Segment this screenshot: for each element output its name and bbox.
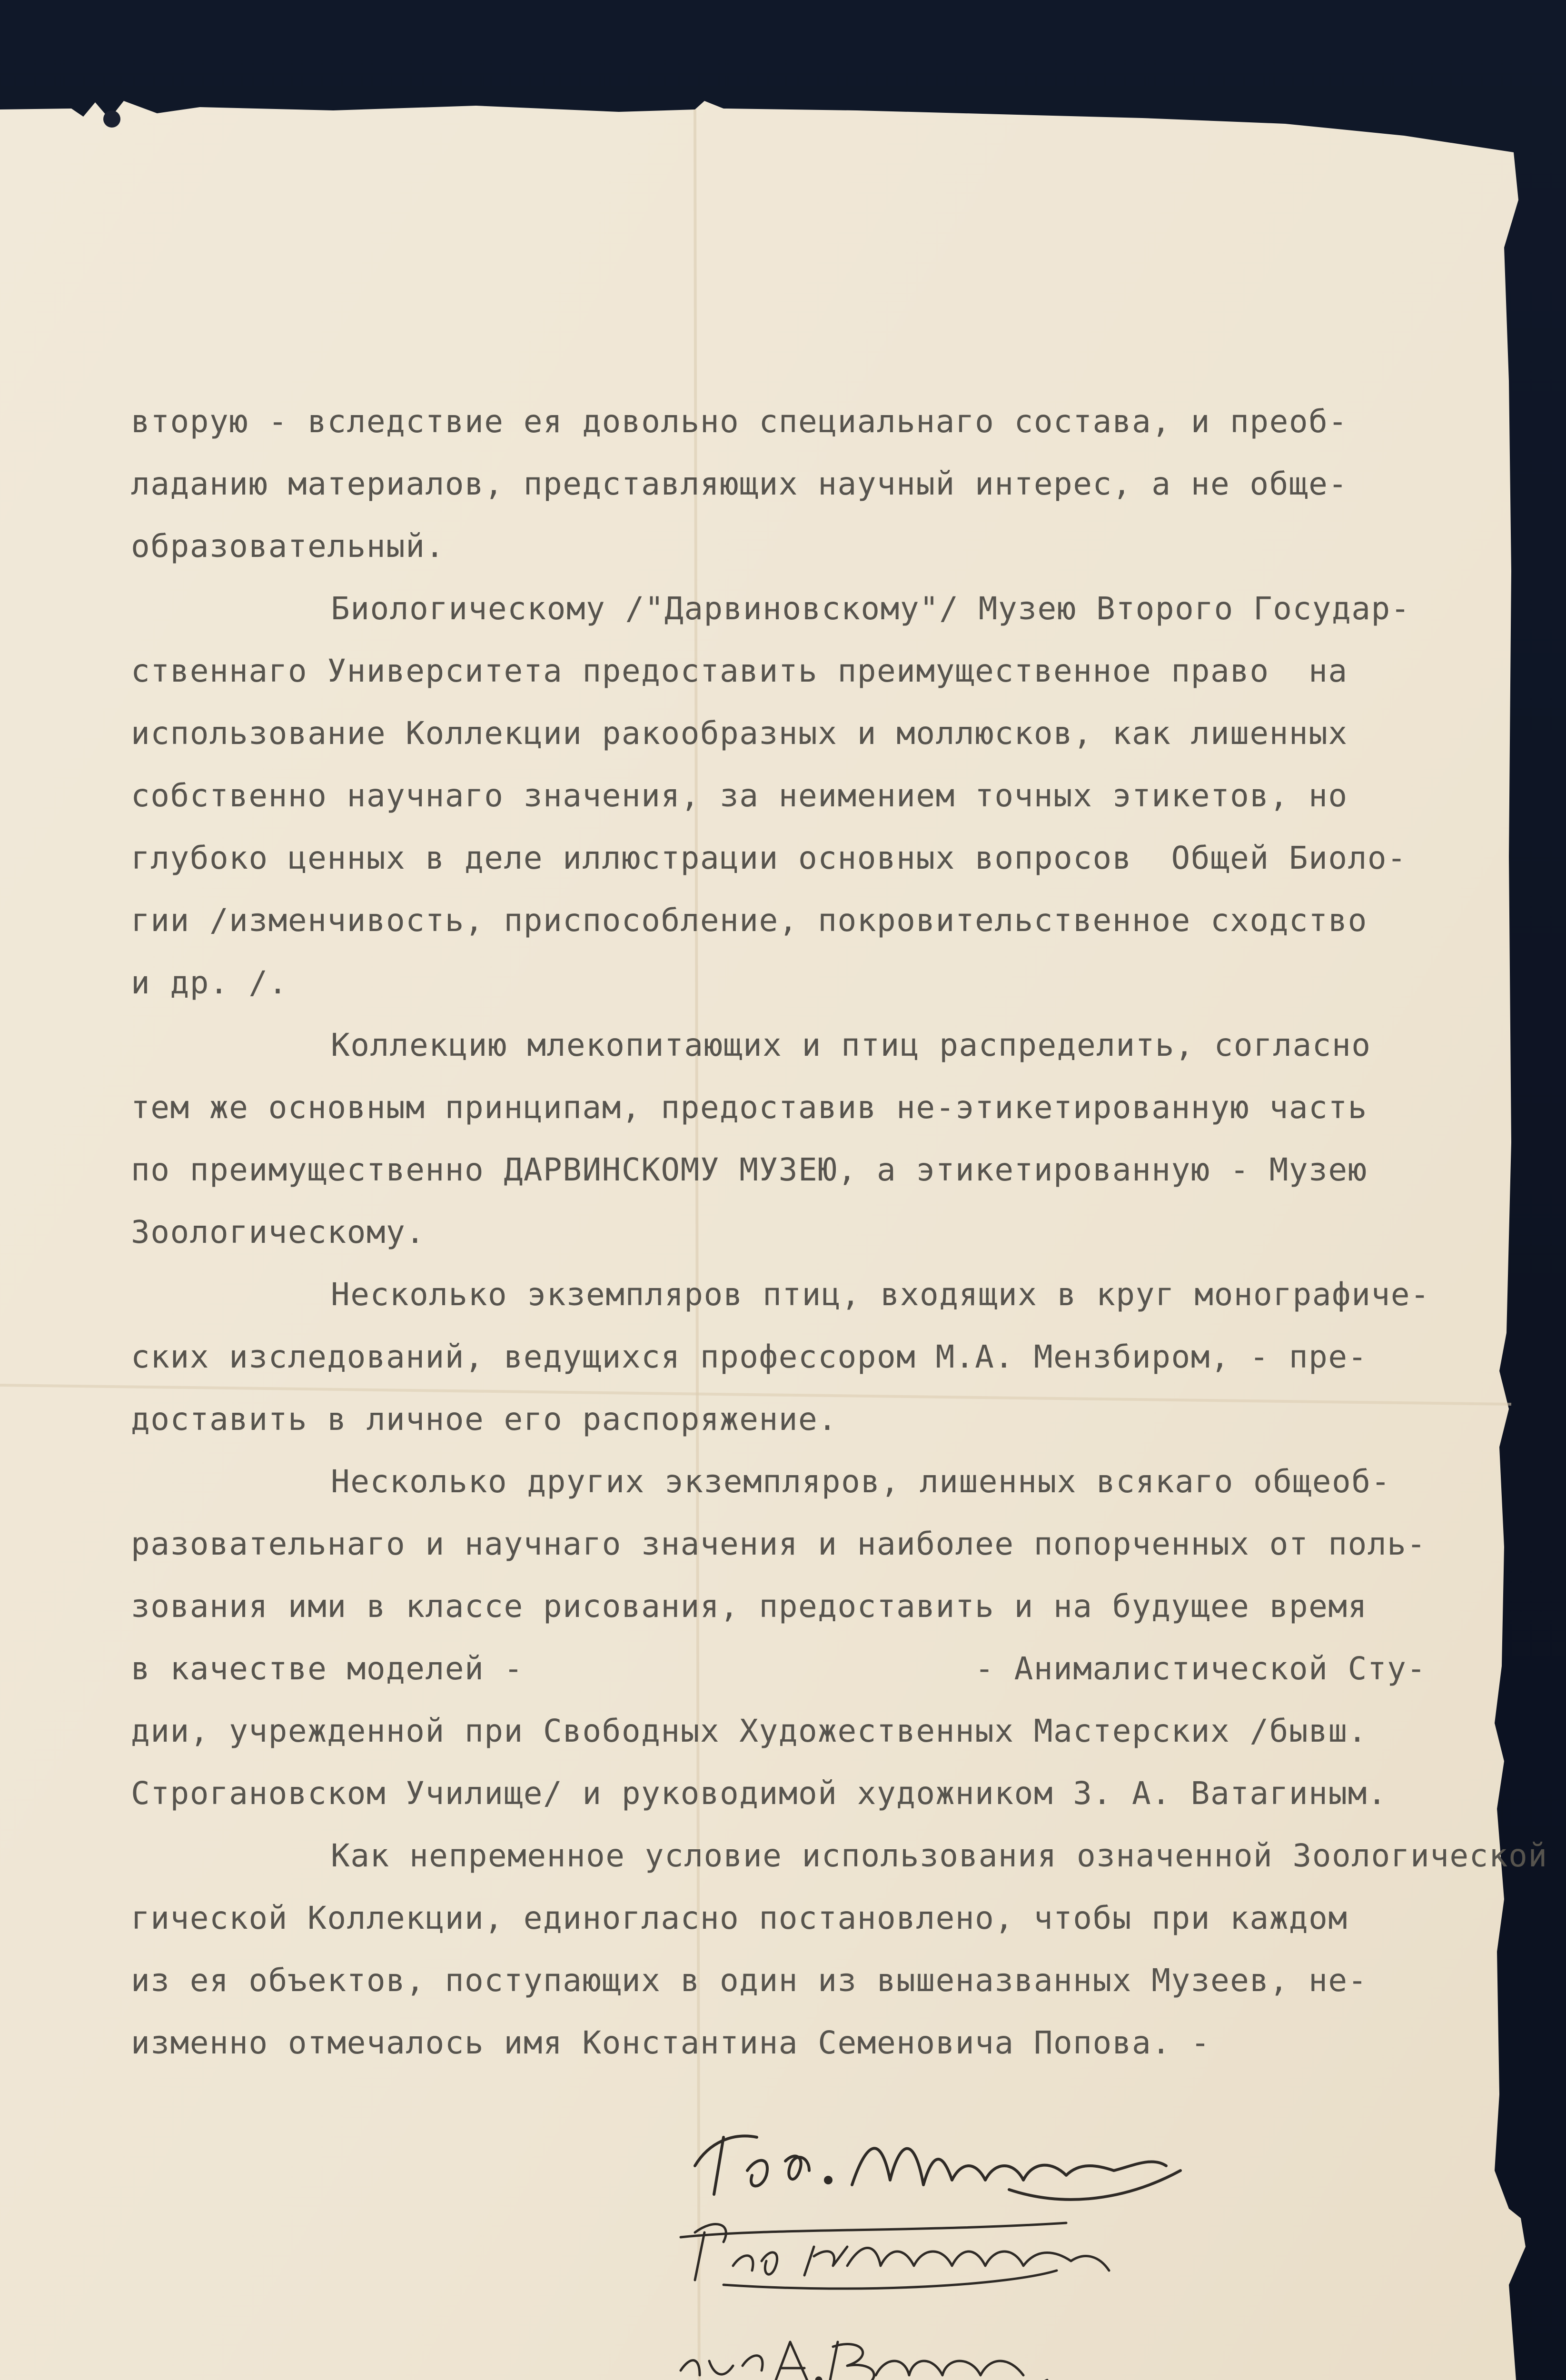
text-line: Несколько экземпляров птиц, входящих в круг монографиче- bbox=[331, 1276, 1430, 1313]
text-line: в качестве моделей - - Анималистической Сту- bbox=[131, 1650, 1427, 1687]
text-line: ладанию материалов, представляющих научный интерес, а не обще- bbox=[131, 466, 1348, 502]
text-line: по преимущественно ДАРВИНСКОМУ МУЗЕЮ, а этикетированную - Музею bbox=[131, 1151, 1368, 1188]
text-line: дии, учрежденной при Свободных Художественных Мастерских /бывш. bbox=[131, 1713, 1368, 1749]
text-line: и др. /. bbox=[131, 964, 288, 1001]
text-line: ских изследований, ведущихся профессором М.А. Мензбиром, - пре- bbox=[131, 1339, 1368, 1375]
signature-kozhevnikov bbox=[681, 2223, 1109, 2289]
text-line: Несколько других экземпляров, лишенных всякаго общеоб- bbox=[331, 1463, 1391, 1500]
text-line: использование Коллекции ракообразных и моллюсков, как лишенных bbox=[131, 715, 1348, 752]
text-line: Зоологическому. bbox=[131, 1214, 426, 1250]
text-line: разовательнаго и научнаго значения и наиболее попорченных от поль- bbox=[131, 1526, 1427, 1562]
text-line: Как непременное условие использования означенной Зоологической bbox=[331, 1837, 1548, 1874]
text-line: собственно научнаго значения, за неимением точных этикетов, но bbox=[131, 777, 1348, 814]
text-line: гии /изменчивость, приспособление, покровительственное сходство bbox=[131, 902, 1368, 939]
text-line: доставить в личное его распоряжение. bbox=[131, 1401, 838, 1438]
text-line: тем же основным принципам, предоставив не-этикетированную часть bbox=[131, 1089, 1368, 1126]
signature-mensbir bbox=[695, 2136, 1180, 2200]
text-line: Строгановском Училище/ и руководимой художником З. А. Ватагиным. bbox=[131, 1775, 1388, 1812]
text-line: из ея объектов, поступающих в один из вышеназванных Музеев, не- bbox=[131, 1962, 1368, 1999]
signature-block bbox=[676, 2113, 1418, 2380]
text-line: вторую - вследствие ея довольно специальнаго состава, и преоб- bbox=[131, 403, 1348, 440]
text-line: изменно отмечалось имя Константина Семеновича Попова. - bbox=[131, 2024, 1210, 2061]
text-line: Коллекцию млекопитающих и птиц распределить, согласно bbox=[331, 1027, 1371, 1063]
text-line: ственнаго Университета предоставить преимущественное право на bbox=[131, 653, 1348, 689]
text-line: зования ими в классе рисования, предоставить и на будущее время bbox=[131, 1588, 1368, 1625]
signature-kots bbox=[681, 2342, 1047, 2380]
typewritten-text bbox=[131, 390, 1548, 2074]
text-line: Биологическому /"Дарвиновскому"/ Музею Второго Государ- bbox=[331, 590, 1410, 627]
text-line: гической Коллекции, единогласно постановлено, чтобы при каждом bbox=[131, 1900, 1348, 1936]
text-line: образовательный. bbox=[131, 528, 445, 565]
text-line: глубоко ценных в деле иллюстрации основных вопросов Общей Биоло- bbox=[131, 840, 1407, 876]
